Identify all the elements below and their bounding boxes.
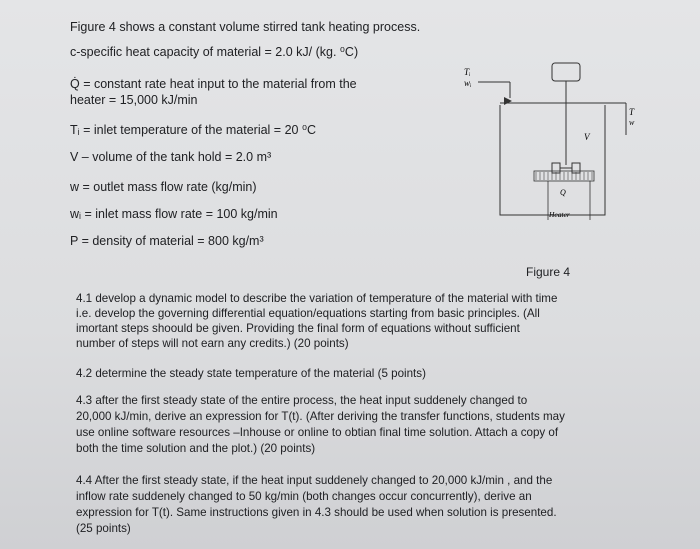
q44-line1: 4.4 After the first steady state, if the heat input suddenely changed to 20,000 kJ/min , and the <box>76 474 553 487</box>
def-outlet-flow: w = outlet mass flow rate (kg/min) <box>70 180 257 194</box>
q41-line1: 4.1 develop a dynamic model to describe the variation of temperature of the material with time <box>76 292 558 305</box>
q43-line2: 20,000 kJ/min, derive an expression for T(t). (After deriving the transfer functions, students may <box>76 410 565 423</box>
def-density: P = density of material = 800 kg/m³ <box>70 234 264 248</box>
q44-line2: inflow rate suddenely changed to 50 kg/min (both changes occur concurrently), derive an <box>76 490 532 503</box>
outlet-flow-label: w <box>629 118 635 127</box>
q41-line2: i.e. develop the governing differential equation/equations starting from basic principles. (All <box>76 307 540 320</box>
agitator-blade-right <box>572 163 580 173</box>
def-volume: V – volume of the tank hold = 2.0 m³ <box>70 150 272 164</box>
heater-label: Heater <box>549 210 570 219</box>
def-inlet-temp: Tᵢ = inlet temperature of the material = 20 ⁰C <box>70 123 316 137</box>
q43-line4: both the time solution and the plot.) (20 points) <box>76 442 316 455</box>
q43-line3: use online software resources –Inhouse or online to obtian final time solution. Attach a copy of <box>76 426 559 439</box>
tank-wall <box>500 105 605 215</box>
tank-diagram <box>440 55 670 235</box>
def-heat-input: Q̇ = constant rate heat input to the material from the <box>70 77 357 91</box>
volume-label: V <box>584 132 590 142</box>
outlet-temp-label: T <box>629 107 635 117</box>
q43-line1: 4.3 after the first steady state of the entire process, the heat input suddenely changed to <box>76 394 528 407</box>
q41-line4: number of steps will not earn any credits.) (20 points) <box>76 337 349 350</box>
motor-box <box>552 63 580 81</box>
def-heat-capacity: c-specific heat capacity of material = 2.0 kJ/ (kg. ⁰C) <box>70 45 359 59</box>
q44-line4: (25 points) <box>76 522 131 535</box>
inlet-flow-label: wᵢ <box>464 78 472 88</box>
agitator-blade-left <box>552 163 560 173</box>
q41-line3: imortant steps shoould be given. Providing the final form of equations without sufficient <box>76 322 520 335</box>
q42-line1: 4.2 determine the steady state temperature of the material (5 points) <box>76 367 426 380</box>
level-marker <box>504 97 512 105</box>
inlet-temp-label: Tᵢ <box>464 67 471 77</box>
q44-line3: expression for T(t). Same instructions given in 4.3 should be used when solution is presented. <box>76 506 557 519</box>
intro-text: Figure 4 shows a constant volume stirred tank heating process. <box>70 20 421 34</box>
def-heat-input-value: heater = 15,000 kJ/min <box>70 93 198 107</box>
def-inlet-flow: wᵢ = inlet mass flow rate = 100 kg/min <box>70 207 278 221</box>
coil-windings <box>536 172 592 180</box>
figure-caption: Figure 4 <box>526 265 571 279</box>
heat-label: Q <box>560 188 566 197</box>
